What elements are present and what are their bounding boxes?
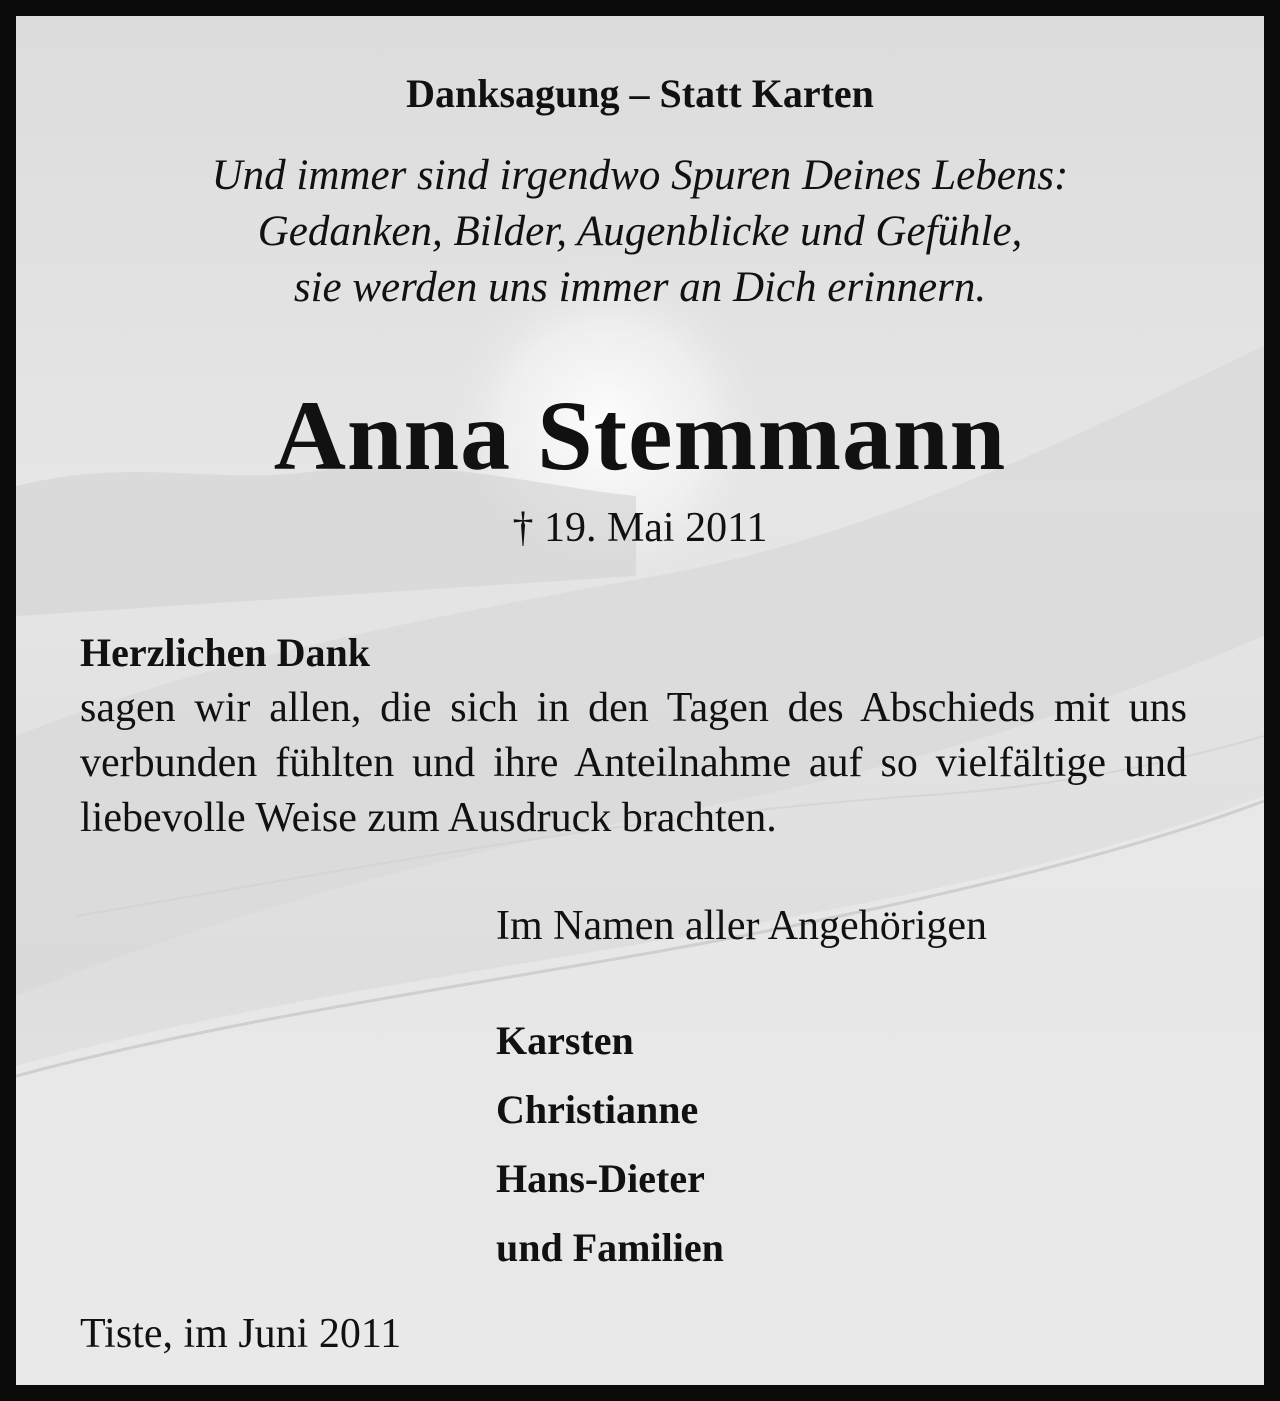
signer-name: und Familien — [496, 1225, 724, 1270]
deceased-name: Anna Stemmann — [273, 380, 1007, 491]
verse-line: Und immer sind irgendwo Spuren Deines Lebens: — [211, 152, 1069, 199]
death-date: † 19. Mai 2011 — [512, 505, 768, 551]
signer-name: Hans-Dieter — [496, 1156, 705, 1201]
notice-content — [16, 16, 1264, 1385]
thanks-title: Herzlichen Dank — [80, 630, 370, 675]
place-date: Tiste, im Juni 2011 — [80, 1311, 402, 1357]
memorial-verse — [16, 148, 1264, 316]
verse-line: sie werden uns immer an Dich erinnern. — [293, 264, 987, 311]
verse-line: Gedanken, Bilder, Augenblicke und Gefühle, — [257, 208, 1023, 255]
thanks-text: sagen wir allen, die sich in den Tagen des Abschieds mit uns verbunden fühlten und ihre Anteilnahme auf so vielfältige und liebevolle Weise zum Ausdruck brachten. — [80, 685, 1187, 841]
on-behalf-line: Im Namen aller Angehörigen — [496, 903, 987, 949]
signer-name: Christianne — [496, 1087, 699, 1132]
signer-name: Karsten — [496, 1018, 634, 1063]
signer-list — [496, 1006, 724, 1282]
notice-heading: Danksagung – Statt Karten — [406, 71, 874, 116]
